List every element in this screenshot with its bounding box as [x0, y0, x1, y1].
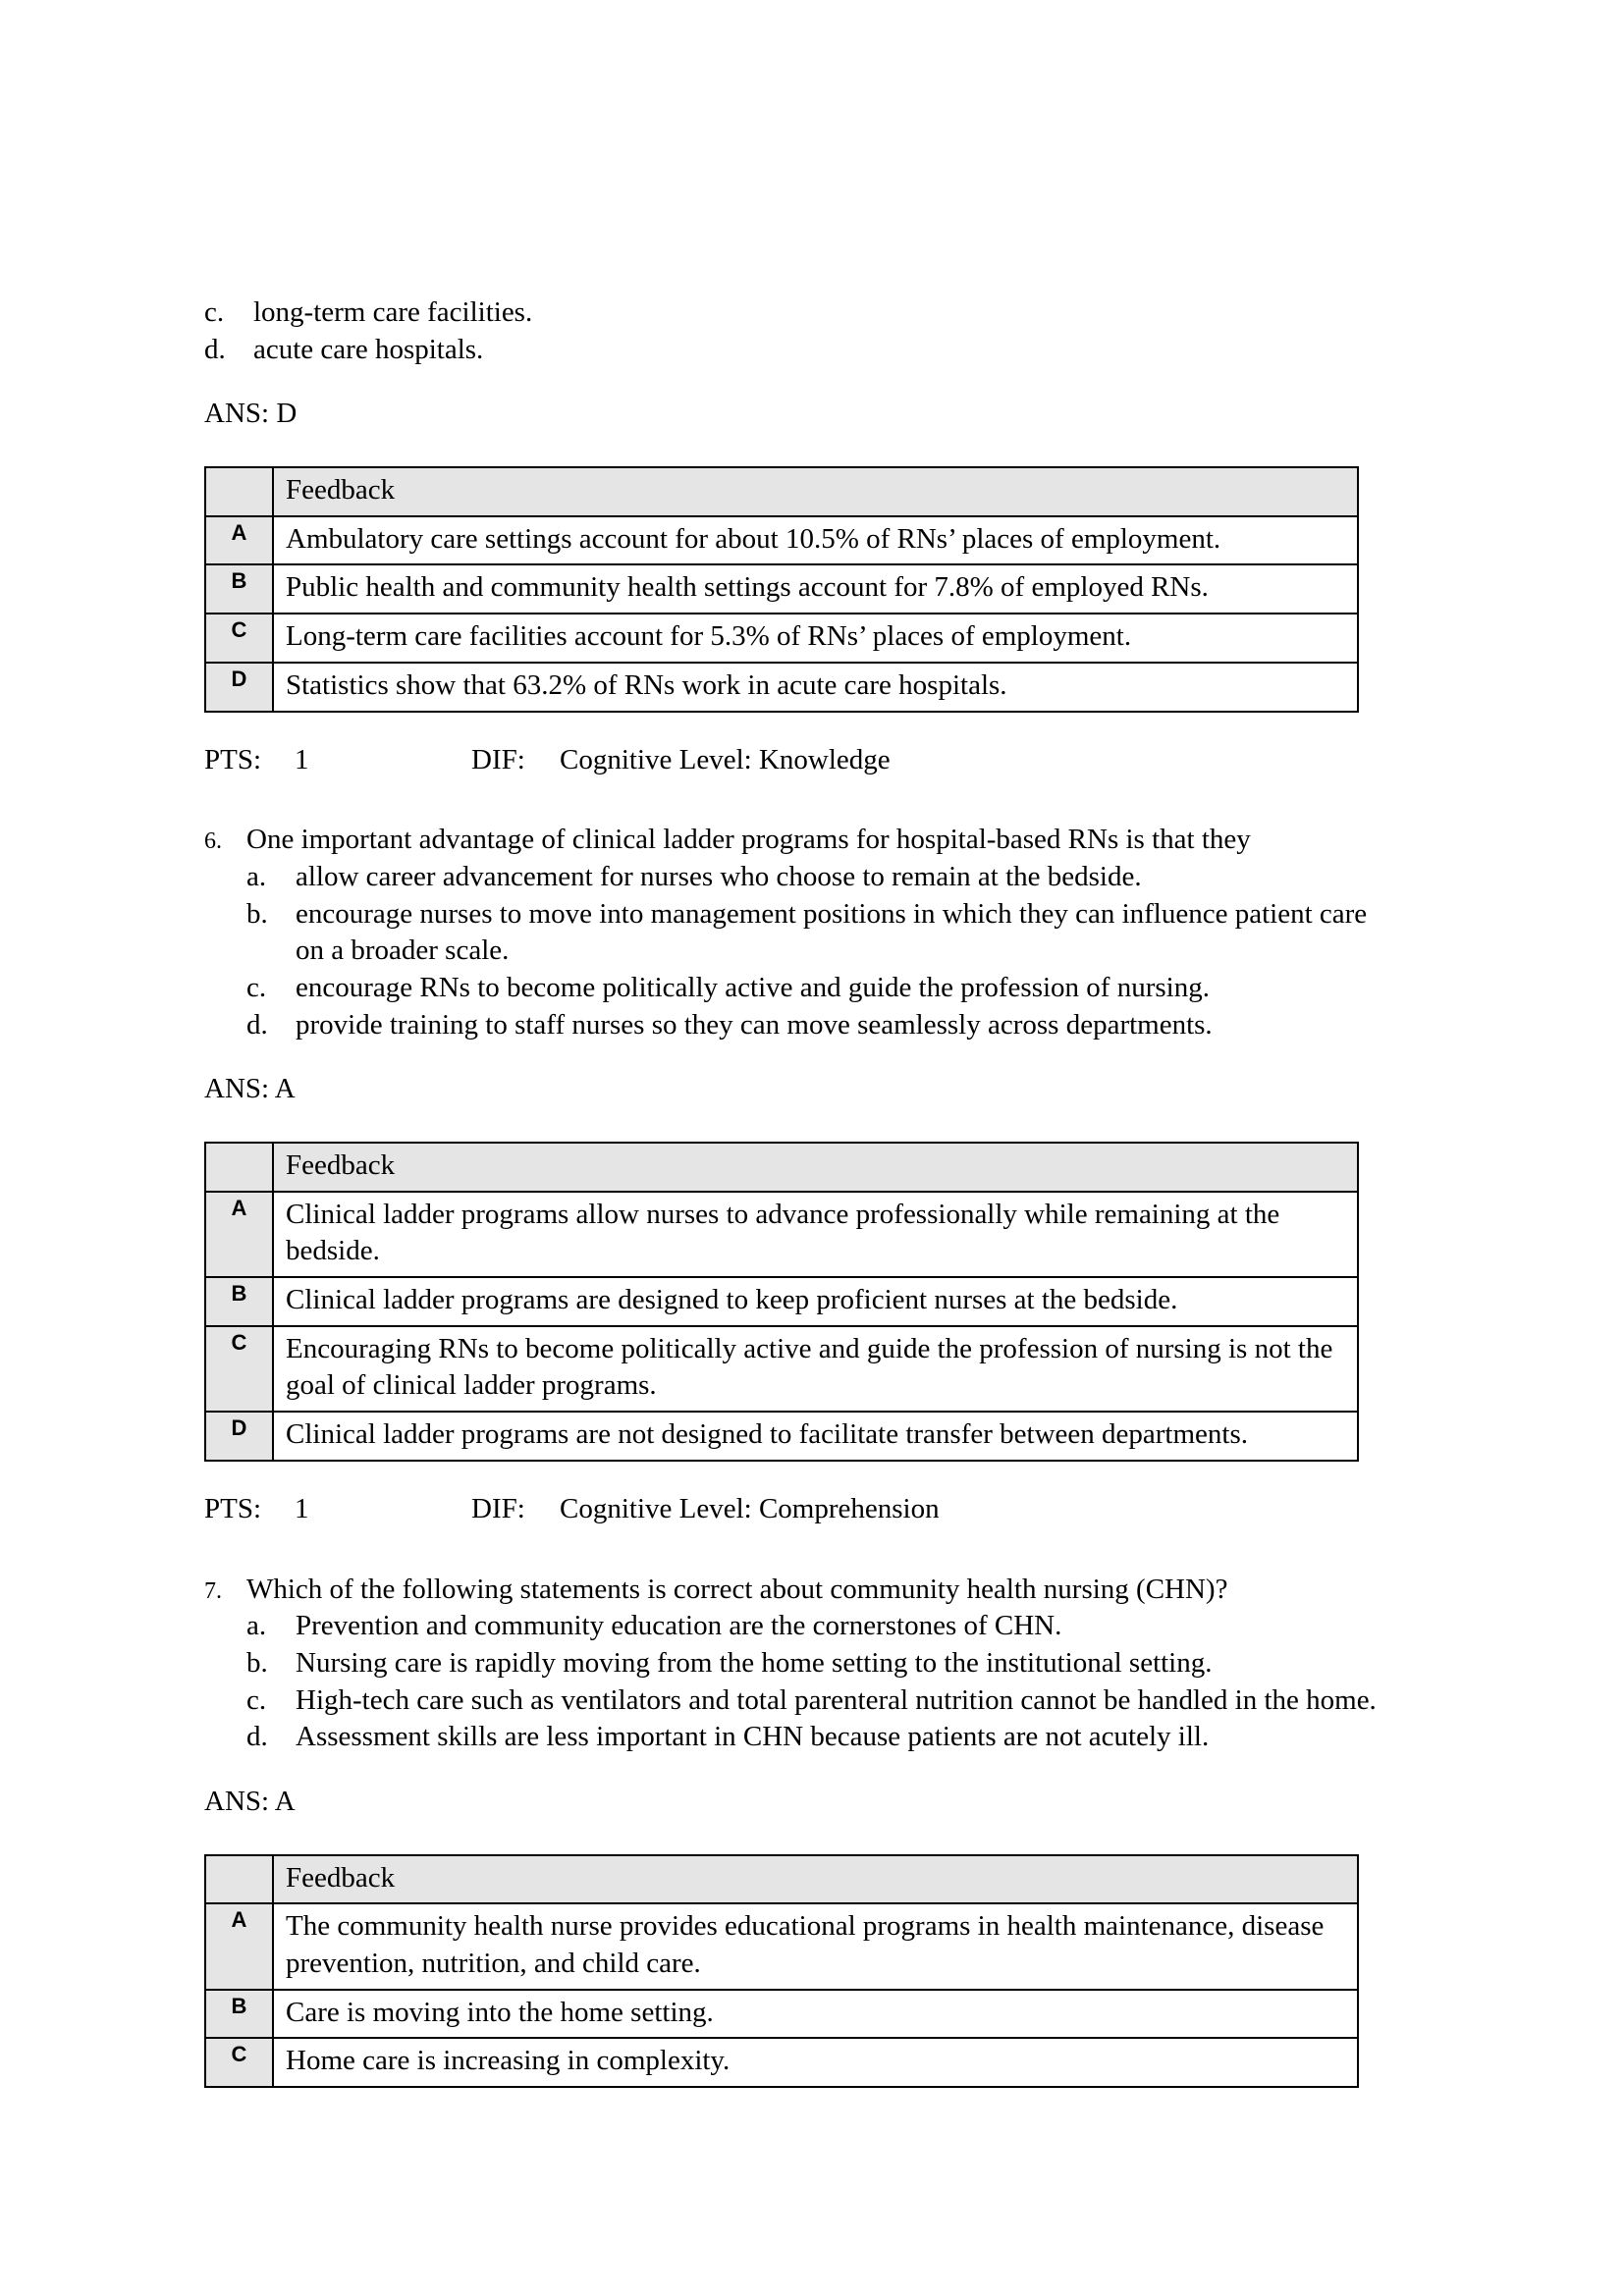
feedback-letter: B	[205, 1990, 273, 2039]
question-7-options-list	[246, 1608, 1388, 1756]
feedback-table-wrapper	[204, 1854, 1388, 2077]
option-letter: b.	[246, 1646, 268, 1679]
option-text: Assessment skills are less important in CHN because patients are not acutely ill.	[296, 1721, 1210, 1753]
question-heading	[204, 1572, 1388, 1609]
carryover-options-list	[204, 294, 1388, 368]
feedback-table	[204, 466, 1359, 712]
question-6-options-list	[246, 859, 1388, 1043]
answer-line: ANS: A	[204, 1785, 296, 1817]
table-row	[205, 663, 1358, 712]
option-text: acute care hospitals.	[253, 333, 484, 365]
option-row	[246, 1645, 1388, 1682]
option-row	[246, 1007, 1388, 1044]
table-row	[205, 1990, 1358, 2039]
option-row	[204, 332, 1388, 369]
question-number: 6.	[204, 828, 222, 855]
option-letter: c.	[204, 296, 225, 328]
feedback-letter: A	[205, 1903, 273, 1989]
option-row	[246, 896, 1388, 970]
feedback-letter: D	[205, 1412, 273, 1461]
option-row	[246, 1719, 1388, 1756]
feedback-text: Home care is increasing in complexity.	[273, 2038, 1358, 2087]
option-letter: b.	[246, 897, 268, 930]
option-letter: d.	[204, 333, 226, 365]
option-row	[246, 970, 1388, 1007]
answer-line: ANS: A	[204, 1073, 296, 1105]
option-text: provide training to staff nurses so they can move seamlessly across departments.	[296, 1008, 1213, 1041]
option-row	[246, 859, 1388, 896]
question-stem: One important advantage of clinical ladder programs for hospital-based RNs is that they	[246, 824, 1251, 856]
dif-value: Cognitive Level: Comprehension	[560, 1492, 940, 1524]
feedback-text: Public health and community health settings account for 7.8% of employed RNs.	[273, 564, 1358, 614]
option-letter: c.	[246, 971, 267, 1003]
table-row	[205, 1412, 1358, 1461]
question-number: 7.	[204, 1577, 222, 1604]
feedback-letter: A	[205, 516, 273, 565]
feedback-letter: B	[205, 564, 273, 614]
pts-dif-line	[204, 1491, 1388, 1528]
feedback-text: Care is moving into the home setting.	[273, 1990, 1358, 2039]
option-text: encourage nurses to move into management positions in which they can influence patient care on a broader scale.	[296, 897, 1368, 967]
option-row	[246, 1608, 1388, 1645]
question-6-block	[204, 822, 1388, 1527]
option-letter: c.	[246, 1683, 267, 1716]
feedback-header-blank	[205, 1855, 273, 1904]
feedback-letter: D	[205, 663, 273, 712]
option-letter: d.	[246, 1008, 268, 1041]
option-letter: d.	[246, 1721, 268, 1753]
option-text: High-tech care such as ventilators and total parenteral nutrition cannot be handled in the home.	[296, 1683, 1377, 1716]
feedback-letter: C	[205, 614, 273, 663]
table-row	[205, 2038, 1358, 2087]
pts-value: 1	[295, 1492, 309, 1524]
feedback-letter: A	[205, 1192, 273, 1277]
table-row	[205, 1192, 1358, 1277]
feedback-text: Clinical ladder programs are designed to keep proficient nurses at the bedside.	[273, 1277, 1358, 1326]
dif-label: DIF:	[471, 1492, 525, 1524]
feedback-table-wrapper	[204, 1142, 1388, 1462]
option-letter: a.	[246, 860, 267, 892]
option-letter: a.	[246, 1610, 267, 1642]
feedback-table	[204, 1142, 1359, 1462]
feedback-text: The community health nurse provides educational programs in health maintenance, disease prevention, nutrition, and child care.	[273, 1903, 1358, 1989]
feedback-header-blank	[205, 1143, 273, 1192]
pts-value: 1	[295, 743, 309, 775]
option-text: Nursing care is rapidly moving from the home setting to the institutional setting.	[296, 1646, 1213, 1679]
question-7-block	[204, 1572, 1388, 2077]
option-row	[246, 1682, 1388, 1720]
feedback-header-row	[205, 1143, 1358, 1192]
option-text: long-term care facilities.	[253, 296, 533, 328]
pts-label: PTS:	[204, 1492, 262, 1524]
feedback-text: Statistics show that 63.2% of RNs work in acute care hospitals.	[273, 663, 1358, 712]
feedback-letter: C	[205, 1326, 273, 1412]
feedback-text: Ambulatory care settings account for about 10.5% of RNs’ places of employment.	[273, 516, 1358, 565]
table-row	[205, 1326, 1358, 1412]
option-text: Prevention and community education are the cornerstones of CHN.	[296, 1610, 1062, 1642]
dif-value: Cognitive Level: Knowledge	[560, 743, 891, 775]
feedback-header-blank	[205, 467, 273, 516]
feedback-header-row	[205, 1855, 1358, 1904]
feedback-letter: B	[205, 1277, 273, 1326]
feedback-header-label: Feedback	[273, 1855, 1358, 1904]
feedback-text: Encouraging RNs to become politically active and guide the profession of nursing is not the goal of clinical ladder programs.	[273, 1326, 1358, 1412]
pts-label: PTS:	[204, 743, 262, 775]
feedback-letter: C	[205, 2038, 273, 2087]
option-row	[204, 294, 1388, 332]
feedback-text: Clinical ladder programs allow nurses to advance professionally while remaining at the bedside.	[273, 1192, 1358, 1277]
table-row	[205, 1277, 1358, 1326]
feedback-text: Long-term care facilities account for 5.3% of RNs’ places of employment.	[273, 614, 1358, 663]
question-stem: Which of the following statements is correct about community health nursing (CHN)?	[246, 1573, 1228, 1605]
table-row	[205, 1903, 1358, 1989]
pts-dif-line	[204, 742, 1388, 779]
feedback-header-label: Feedback	[273, 467, 1358, 516]
feedback-header-label: Feedback	[273, 1143, 1358, 1192]
feedback-table-wrapper	[204, 466, 1388, 712]
question-heading	[204, 822, 1388, 859]
table-row	[205, 564, 1358, 614]
carryover-question-block	[204, 294, 1388, 778]
feedback-header-row	[205, 467, 1358, 516]
feedback-text: Clinical ladder programs are not designed to facilitate transfer between departments.	[273, 1412, 1358, 1461]
dif-label: DIF:	[471, 743, 525, 775]
option-text: encourage RNs to become politically active and guide the profession of nursing.	[296, 971, 1210, 1003]
table-row	[205, 516, 1358, 565]
feedback-table	[204, 1854, 1359, 2088]
answer-line: ANS: D	[204, 398, 298, 430]
option-text: allow career advancement for nurses who choose to remain at the bedside.	[296, 860, 1142, 892]
table-row	[205, 614, 1358, 663]
